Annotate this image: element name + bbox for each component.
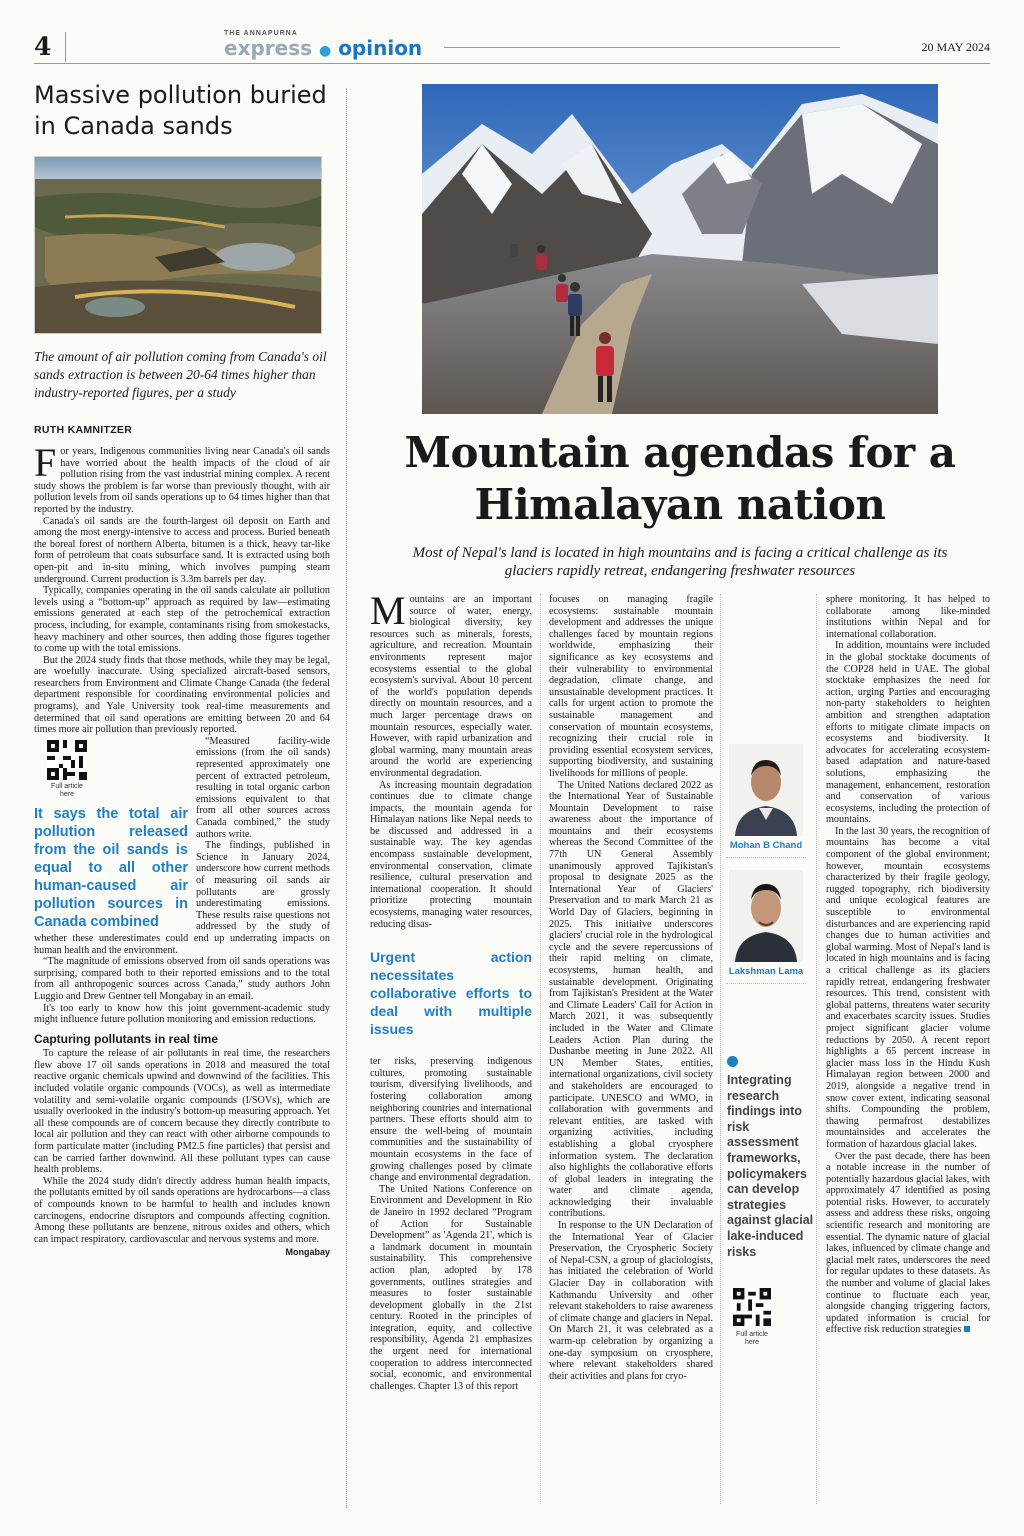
main-column-2 bbox=[549, 594, 713, 1382]
sub-heading: Capturing pollutants in real time bbox=[34, 1031, 219, 1046]
paragraph: As increasing mountain degradation continues due to climate change impacts, the mountain agenda for Himalayan nations like Nepal needs to be discussed and addressed in a sustainable way. The key agendas encompass sustainable development, environmental conservation, climate resilience, cultural preservation and international cooperation. It should prioritize protecting mountain ecosystems, managing water resources, reducing disas- bbox=[370, 779, 532, 930]
author-name: Mohan B Chand bbox=[729, 840, 803, 851]
paragraph: The United Nations declared 2022 as the International Year of Sustainable Mountain Development to raise awareness about the importance of mountains and their ecosystems whereas the Second Committee of the 77th UN General Assembly unanimously approved Tajikistan's proposal to designate 2025 as the International Year of Glaciers' Preservation and to mark March 21 as World Day of Glaciers, beginning in 2025. This initiative underscores glaciers' crucial role in the hydrological cycle and the severe repercussions of their rapid melting on climate, ecosystems, human health, and sustainable development. Originating from Tajikistan's President at the Water and Climate Leaders' Call for Action in March 2021, it was subsequently included in the Water and Climate Leaders Action Plan during the Dushanbe meeting in June 2022. All UN Member States, entities, international organizations, civil society and stakeholders are encouraged to participate. UNESCO and WMO, in collaboration with governments and relevant entities, are tasked with organizing activities, including establishing a global cryosphere information system. The declaration also highlights the collaborative efforts of global leaders in integrating the water and climate agenda, acknowledging their invaluable contributions. bbox=[549, 779, 713, 1220]
source-credit: Mongabay bbox=[285, 1247, 330, 1258]
bullet-dot-icon bbox=[727, 1056, 738, 1067]
issue-date: 20 MAY 2024 bbox=[921, 40, 990, 54]
paragraph: To capture the release of air pollutants in real time, the researchers flew above 17 oil sands operations in 2018 and measured the total reactive organic chemicals upwind and downwind of the facilities. This included volatile organic compounds (VOCs), as well as intermediate volatility and semi-volatile organic compounds (I/SOVs), which are usually overlooked in the industry's bottom-up measuring approach. Yet all these compounds are of concern because they directly contribute to local air pollution and they can react with other airborne compounds to form particulate matter (including PM2.5 fine particles) that persist and can be carried farther downwind. All these pollutant types can cause health problems. bbox=[34, 1048, 330, 1176]
main-column-4 bbox=[826, 594, 990, 1336]
oil-sands-photo bbox=[34, 156, 322, 334]
paragraph: Canada's oil sands are the fourth-largest oil deposit on Earth and among the most energy-intensive to access and process. Buried beneath the boreal forest of northern Alberta, bitumen is a thick, heavy tar-like form of petroleum that coats subsurface sand. It is extracted using both open-pit and in-situ mining, which involves pumping steam underground. Current production is 3.3m barrels per day. bbox=[34, 515, 330, 585]
qr-code-icon bbox=[47, 740, 87, 780]
left-inset bbox=[34, 736, 188, 932]
brand-logo bbox=[224, 30, 422, 62]
drop-cap: M bbox=[370, 588, 406, 633]
headline: Mountain agendas for a Himalayan nation bbox=[404, 428, 956, 529]
end-mark-icon bbox=[964, 1326, 970, 1332]
paragraph: focuses on managing fragile ecosystems: sustainable mountain development and addresses the unique challenges faced by mountain regions worldwide, emphasizing their significance as key ecosystems and their vulnerability to environmental degradation, climate change, and unsustainable development practices. It calls for urgent action to promote the sustainable management and conservation of mountain ecosystems, recognizing their crucial role in providing essential ecosystem services, supporting biodiversity, and sustaining livelihoods for millions of people. bbox=[549, 594, 713, 779]
page-number: 4 bbox=[34, 32, 66, 62]
left-article-body bbox=[34, 440, 330, 1259]
paragraph: ountains are an important source of water, energy, biological diversity, key resources such as minerals, forests, agriculture, and recreation. Mountain environments represent major ecosystems essential to the global ecosystem's survival. About 10 percent of the world's population depends directly on mountain resources, and a much larger percentage draws on mountain resources, especially water. However, with rapid urbanization and global warming, many mountain areas around the world are experiencing environmental degradation. bbox=[370, 594, 532, 779]
section-name: opinion bbox=[338, 36, 423, 60]
side-pull-quote bbox=[727, 1056, 819, 1260]
paragraph: In addition, mountains were included in the global stocktake documents of the COP28 held in UAE. The global stocktake emphasizes the need for action, urging Parties and encouraging non-party stakeholders to heighten ambition and strengthen adaptation efforts to mitigate climate impacts on ecosystems and biodiversity. It advocates for accelerating ecosystem-based adaptation and nature-based solutions, emphasizing the management, enhancement, restoration and conservation of various ecosystems, including the protection of mountains. bbox=[826, 640, 990, 826]
masthead-rule bbox=[444, 47, 840, 48]
column-divider bbox=[540, 594, 541, 1504]
masthead bbox=[34, 30, 990, 64]
main-column-1 bbox=[370, 588, 532, 1392]
column-divider bbox=[346, 88, 347, 1508]
paragraph: In response to the UN Declaration of the International Year of Glacier Preservation, the Cryospheric Society of Nepal-CSN, a group of glaciologists, has initiated the celebration of World Glacier Day in collaboration with Kathmandu University and other relevant stakeholders to raise awareness of climate change and glaciers in Nepal. On March 21, it was celebrated as a warm-up celebration by organizing a one-day symposium on cryosphere, where relevant stakeholders shared their activities and plans for cryo- bbox=[549, 1220, 713, 1382]
pull-quote: Urgent action necessitates collaborative efforts to deal with multiple issues bbox=[370, 949, 532, 1038]
author-card bbox=[726, 870, 806, 984]
column-divider bbox=[816, 594, 817, 1504]
paragraph: The United Nations Conference on Environment and Development in Rio de Janeiro in 1992 declared “Program of Action for Sustainable Development” as 'Agenda 21', which is a landmark document in mountain sustainability. This comprehensive action plan, adopted by 178 governments, outlines strategies and measures to foster sustainable development globally in the 21st century. Rooted in the principles of integration, equity, and collective responsibility, Agenda 21 emphasizes the urgent need for international cooperation to address interconnected social, economic, and environmental challenges. Chapter 13 of this report bbox=[370, 1183, 532, 1392]
author-photo bbox=[729, 870, 803, 962]
brand-express: express bbox=[224, 36, 313, 60]
qr-code-icon bbox=[733, 1288, 771, 1326]
paragraph: “The magnitude of emissions observed from oil sands operations was surprising, compared both to their reported emissions and to the total from all anthropogenic sources across Canada,” study authors John Luggio and Drew Gentner tell Mongabay in an email. bbox=[34, 956, 330, 1002]
author-name: Lakshman Lama bbox=[728, 966, 804, 977]
himalaya-trekkers-photo bbox=[422, 84, 938, 414]
side-quote-text: Integrating research findings into risk assessment frameworks, policymakers can develop strategies against glacial lake-induced risks bbox=[727, 1073, 814, 1259]
qr-caption: Full article here bbox=[736, 1331, 768, 1346]
drop-cap: F bbox=[34, 440, 57, 485]
paragraph: “Measured facility-wide emissions (from the oil sands) represented approximately one percent of extracted petroleum, resulting in total organic carbon emissions equivalent to that from all other sources across Canada combined,” the study authors write. bbox=[196, 735, 330, 840]
paragraph: While the 2024 study didn't directly address human health impacts, the pollutants emitted by oil sands operations are hydrocarbons—a class of compounds known to be harmful to health and includes known carcinogens, endocrine disruptors and compounds affecting cognition. Among these pollutants are benzene, nitrous oxides and others, which can impact respiratory, cardiovascular and nervous systems and more. bbox=[34, 1175, 330, 1245]
paragraph: Typically, companies operating in the oil sands calculate air pollution levels using a “bottom-up” approach as required by law—estimating emissions generated at each step of the petrochemical extraction process, including, for example, contaminants rising from smokestacks, heavy machinery and other sources, then adding those figures together to come up with the total emissions. bbox=[34, 585, 330, 655]
brand-top-text: THE ANNAPURNA bbox=[224, 30, 298, 37]
paragraph: But the 2024 study finds that those methods, while they may be legal, are woefully inaccurate. Using specialized aircraft-based sensors, researchers from Environment and Climate Change Canada (the federal department responsible for coordinating environmental policies and programs), and Yale University took real-time measurements and determined that oil sand operations are emitting between 20 and 64 times more air pollution than previously reported. bbox=[34, 654, 330, 736]
left-photo-caption: The amount of air pollution coming from Canada's oil sands extraction is between 20-64 times higher than industry-reported figures, per a study bbox=[34, 349, 327, 400]
paragraph: In the last 30 years, the recognition of mountains has become a vital component of the global environment; however, mountain ecosystems characterized by their fragile geology, rugged topography, rich biodiversity and unique ecological features are susceptible to environmental disturbances and are experiencing rapid changes due to human activities and global warming. Most of Nepal's land is located in high mountains and is facing a critical challenge as its glaciers rapidly retreat, endangering freshwater resources. This trend, consistent with global patterns, threatens water security and exacerbates scarcity issues. Studies project significant glacier volume reductions by 2050. A recent report highlights a 65 percent increase in glacier mass loss in the Hindu Kush Himalayan region between 2000 and 2019, alongside a negative trend in snow cover extent, indicating seasonal shifts. Compounding the problem, thawing permafrost destabilizes mountainsides and accelerates the formation of hazardous glacial lakes. bbox=[826, 825, 990, 1150]
paragraph: The findings, published in Science in January 2024, underscore how current methods of measuring oil sands air pollutants are grossly underestimating emissions. These results raise questions not addressed by the study of whether these underestimates could end up underrating impacts on human health and the environment. bbox=[34, 840, 330, 956]
qr-code[interactable] bbox=[732, 1288, 772, 1347]
author-photo bbox=[729, 744, 803, 836]
paragraph: It's too early to know how this joint government-academic study might influence future pollution monitoring and emission reductions. bbox=[34, 1002, 330, 1026]
byline: RUTH KAMNITZER bbox=[34, 424, 133, 436]
paragraph: Over the past decade, there has been a notable increase in the number of potentially hazardous glacial lakes, with approximately 47 identified as posing potential risks. However, to accurately assess and address these risks, ongoing scientific research and monitoring are essential. The dynamic nature of glacial lakes, influenced by climate change and glacial melt rates, underscores the need for regular updates to these datasets. As the number and volume of glacial lakes continue to fluctuate each year, alongside changing triggering factors, updated information is crucial for effective risk reduction strategies bbox=[826, 1150, 990, 1336]
author-card bbox=[726, 744, 806, 858]
brand-dot-icon: ● bbox=[319, 43, 332, 59]
column-divider bbox=[720, 594, 721, 1504]
left-article-title: Massive pollution buried in Canada sands bbox=[34, 81, 327, 140]
authors-box bbox=[726, 744, 806, 996]
pull-quote: It says the total air pollution released from the oil sands is equal to all other human-caused air pollution sources in Canada combined bbox=[34, 806, 188, 931]
paragraph: or years, Indigenous communities living near Canada's oil sands have worried about the health impacts of the cloud of air pollution rising from the vast industrial mining complex. A recent study shows the problem is far worse than previously thought, with air pollution levels from oil sands operations up to 64 times higher than that reported by the industry. bbox=[34, 446, 330, 515]
qr-caption: Full article here bbox=[51, 783, 83, 799]
paragraph: sphere monitoring. It has helped to collaborate among like-minded institutions within Nepal and for international collaboration. bbox=[826, 594, 990, 640]
qr-code[interactable] bbox=[44, 740, 90, 800]
paragraph: ter risks, preserving indigenous cultures, promoting sustainable tourism, diversifying livelihoods, and fostering collaboration among neighboring countries and international partners. These efforts should aim to ensure the well-being of mountain communities and the sustainability of mountain ecosystems in the face of growing challenges posed by climate change and environmental degradation. bbox=[370, 1056, 532, 1184]
left-article bbox=[34, 80, 330, 1259]
deck: Most of Nepal's land is located in high mountains and is facing a critical challenge as its glaciers rapidly retreat, endangering freshwater resources bbox=[412, 545, 948, 579]
